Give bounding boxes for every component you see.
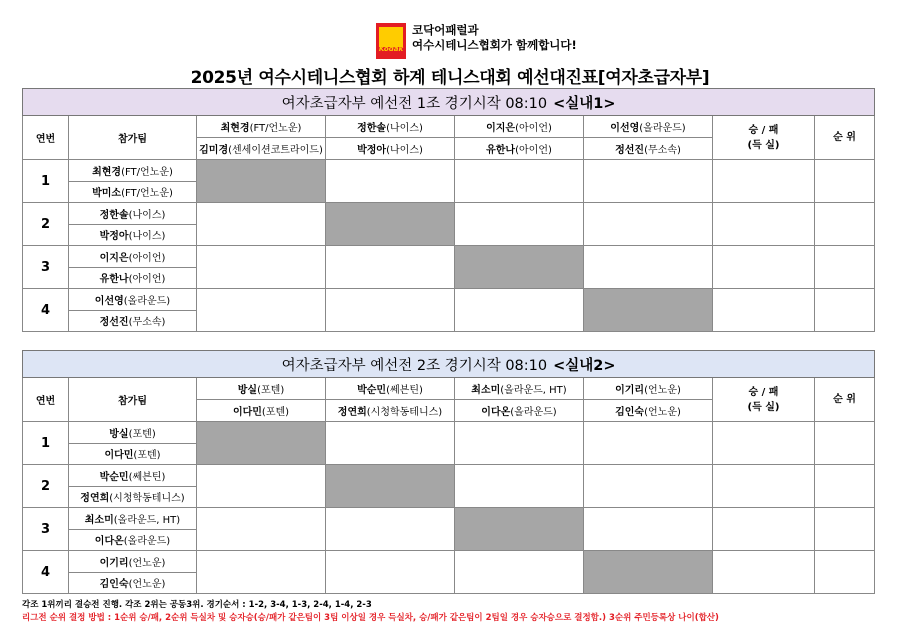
- score-cell[interactable]: [455, 465, 584, 508]
- record-cell[interactable]: [713, 203, 815, 246]
- table-row: [23, 422, 875, 444]
- team-number: 2: [23, 465, 69, 508]
- score-cell[interactable]: [326, 508, 455, 551]
- rank-cell[interactable]: [815, 508, 875, 551]
- column-player: 이다민(포텐): [197, 400, 326, 422]
- column-player: 이지은(아이언): [455, 116, 584, 138]
- player-name: 이다민(포텐): [69, 443, 197, 465]
- rank-cell[interactable]: [815, 203, 875, 246]
- column-player: 방실(포텐): [197, 378, 326, 400]
- tournament-note: 각조 1위끼리 결승전 진행. 각조 2위는 공동3위. 경기순서 : 1-2, 3-4, 1-3, 2-4, 1-4, 2-3: [22, 600, 372, 610]
- column-player: 최소미(올라운드, HT): [455, 378, 584, 400]
- score-cell[interactable]: [197, 508, 326, 551]
- team-number: 3: [23, 246, 69, 289]
- score-cell[interactable]: [455, 551, 584, 594]
- score-cell[interactable]: [326, 551, 455, 594]
- team-number: 3: [23, 508, 69, 551]
- table-row: [23, 465, 875, 487]
- team-number: 1: [23, 160, 69, 203]
- group-table: [22, 350, 875, 594]
- player-name: 이다온(올라운드): [69, 529, 197, 551]
- player-name: 방실(포텐): [69, 422, 197, 444]
- header-team: 참가팀: [69, 378, 197, 422]
- score-cell[interactable]: [584, 508, 713, 551]
- column-player: 김인숙(언노운): [584, 400, 713, 422]
- record-cell[interactable]: [713, 508, 815, 551]
- rank-cell[interactable]: [815, 422, 875, 465]
- header-record: 승 / 패 (득 실): [713, 116, 815, 160]
- column-player: 정한솔(나이스): [326, 116, 455, 138]
- score-cell[interactable]: [326, 289, 455, 332]
- self-match-cell: [584, 551, 713, 594]
- score-cell[interactable]: [584, 246, 713, 289]
- column-player: 최현경(FT/언노운): [197, 116, 326, 138]
- table-row: [23, 160, 875, 182]
- table-row: [23, 551, 875, 573]
- player-name: 정한솔(나이스): [69, 203, 197, 225]
- record-cell[interactable]: [713, 246, 815, 289]
- score-cell[interactable]: [584, 203, 713, 246]
- column-player: 박순민(쎄븐틴): [326, 378, 455, 400]
- table-row: [23, 203, 875, 225]
- column-player: 박정아(나이스): [326, 138, 455, 160]
- self-match-cell: [197, 422, 326, 465]
- record-cell[interactable]: [713, 465, 815, 508]
- group-header: 여자초급자부 예선전 2조 경기시작 08:10 <실내2>: [23, 351, 875, 378]
- player-name: 최현경(FT/언노운): [69, 160, 197, 182]
- venue-badge: <실내2>: [553, 357, 616, 374]
- record-cell[interactable]: [713, 422, 815, 465]
- column-player: 이선영(올라운드): [584, 116, 713, 138]
- self-match-cell: [455, 508, 584, 551]
- rank-cell[interactable]: [815, 160, 875, 203]
- team-number: 2: [23, 203, 69, 246]
- score-cell[interactable]: [584, 422, 713, 465]
- record-cell[interactable]: [713, 551, 815, 594]
- record-cell[interactable]: [713, 289, 815, 332]
- score-cell[interactable]: [197, 465, 326, 508]
- score-cell[interactable]: [584, 160, 713, 203]
- header-no: 연번: [23, 116, 69, 160]
- header-no: 연번: [23, 378, 69, 422]
- team-number: 4: [23, 289, 69, 332]
- group-header: 여자초급자부 예선전 1조 경기시작 08:10 <실내1>: [23, 89, 875, 116]
- column-player: 정선진(무소속): [584, 138, 713, 160]
- player-name: 박미소(FT/언노운): [69, 181, 197, 203]
- player-name: 이지은(아이언): [69, 246, 197, 268]
- score-cell[interactable]: [197, 246, 326, 289]
- player-name: 박정아(나이스): [69, 224, 197, 246]
- table-row: [23, 289, 875, 311]
- table-row: [23, 508, 875, 530]
- rank-cell[interactable]: [815, 289, 875, 332]
- kodak-logo: Kodak: [376, 23, 406, 59]
- self-match-cell: [197, 160, 326, 203]
- score-cell[interactable]: [584, 465, 713, 508]
- team-number: 4: [23, 551, 69, 594]
- score-cell[interactable]: [455, 160, 584, 203]
- table-row: [23, 246, 875, 268]
- score-cell[interactable]: [455, 422, 584, 465]
- player-name: 최소미(올라운드, HT): [69, 508, 197, 530]
- player-name: 정연희(시청학동테니스): [69, 486, 197, 508]
- header-team: 참가팀: [69, 116, 197, 160]
- self-match-cell: [326, 203, 455, 246]
- column-player: 이다온(올라운드): [455, 400, 584, 422]
- self-match-cell: [455, 246, 584, 289]
- sponsor-banner: [376, 23, 577, 63]
- player-name: 유한나(아이언): [69, 267, 197, 289]
- score-cell[interactable]: [197, 551, 326, 594]
- player-name: 정선진(무소속): [69, 310, 197, 332]
- score-cell[interactable]: [326, 422, 455, 465]
- column-player: 이기리(언노운): [584, 378, 713, 400]
- score-cell[interactable]: [197, 203, 326, 246]
- self-match-cell: [326, 465, 455, 508]
- team-number: 1: [23, 422, 69, 465]
- rank-cell[interactable]: [815, 246, 875, 289]
- score-cell[interactable]: [326, 246, 455, 289]
- record-cell[interactable]: [713, 160, 815, 203]
- venue-badge: <실내1>: [553, 95, 616, 112]
- score-cell[interactable]: [326, 160, 455, 203]
- sponsor-text: 코닥어패럴과 여수시테니스협회가 함께합니다!: [412, 23, 577, 52]
- player-name: 이기리(언노운): [69, 551, 197, 573]
- column-player: 김미경(센세이션코트라이드): [197, 138, 326, 160]
- rank-cell[interactable]: [815, 465, 875, 508]
- header-record: 승 / 패 (득 실): [713, 378, 815, 422]
- rank-cell[interactable]: [815, 551, 875, 594]
- header-rank: 순 위: [815, 116, 875, 160]
- header-rank: 순 위: [815, 378, 875, 422]
- column-player: 유한나(아이언): [455, 138, 584, 160]
- score-cell[interactable]: [455, 289, 584, 332]
- player-name: 이선영(올라운드): [69, 289, 197, 311]
- player-name: 박순민(쎄븐틴): [69, 465, 197, 487]
- ranking-rule-note: 리그전 순위 결정 방법 : 1순위 승/패, 2순위 득실차 및 승자승(승/패가 같은팀이 3팀 이상일 경우 득실차, 승/패가 같은팀이 2팀일 경우 승자승으로 결정함.) 3순위 주민등록상 나이(합산): [22, 613, 719, 623]
- group-table: [22, 88, 875, 332]
- column-player: 정연희(시청학동테니스): [326, 400, 455, 422]
- self-match-cell: [584, 289, 713, 332]
- player-name: 김인숙(언노운): [69, 572, 197, 594]
- score-cell[interactable]: [197, 289, 326, 332]
- score-cell[interactable]: [455, 203, 584, 246]
- page-title: 2025년 여수시테니스협회 하계 테니스대회 예선대진표[여자초급자부]: [190, 68, 710, 88]
